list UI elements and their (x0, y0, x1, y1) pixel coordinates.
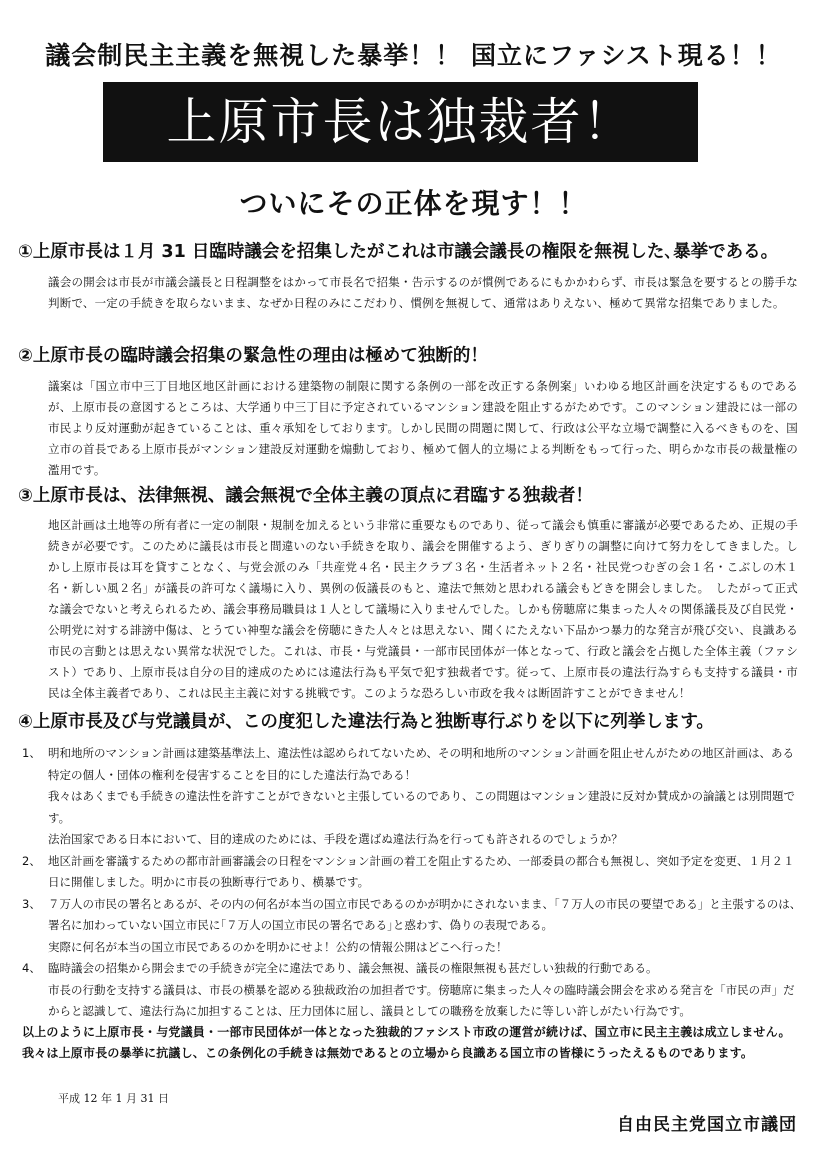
main-title-banner: 上原市長は独裁者！ (103, 82, 698, 162)
list-item-body (48, 743, 802, 851)
list-item (22, 958, 802, 1023)
section-3-body: 地区計画は土地等の所有者に一定の制限・規制を加えるという非常に重要なものであり、従って議会も慎重に審議が必要であるため、正規の手続きが必要です。このために議長は市長と間違いのない手続きを取り、議会を開催するよう、ぎりぎりの調整に向けて努力をしてきました。しかし上原市長は耳を貸すことなく、与党会派のみ「共産党４名・民主クラブ３名・生活者ネット２名・社民党つむぎの会１名・こぶしの木１名・新しい風２名」が議長の許可なく議場に入り、異例の仮議長のもと、違法で無効と思われる議会もどきを開会しました。 したがって正式な議会でないと考えられるため、議会事務局職員は１人として議場に入りませんでした。しかも傍聴席に集まった人々の関係議長及び自民党・公明党に対する誹謗中傷は、とうてい神聖な議会を傍聴にきた人々とは思えない、聞くにたえない下品かつ暴力的な発言が飛び交い、良識ある市民の言動とは思えない異常な状況でした。これは、市長・与党議員・一部市民団体が一体となって、行政と議会を占拠した全体主義（ファシスト）であり、上原市長は自分の目的達成のためには違法行為も平気で犯す独裁者です。従って、上原市長の違法行為すらも支持する議員・市民は全体主義者であり、これは民主主義に対する挑戦です。このような恐ろしい市政を我々は断固許すことができません！ (48, 518, 798, 700)
list-item-line: 臨時議会の招集から開会までの手続きが完全に違法であり、議会無視、議長の権限無視も甚だしい独裁的行動である。 (48, 961, 658, 975)
list-item-body (48, 894, 802, 959)
list-item (22, 851, 802, 894)
violation-list (22, 743, 802, 1023)
list-item-line: 実際に何名が本当の国立市民であるのかを明かにせよ！公約の情報公開はどこへ行った！ (48, 939, 508, 954)
list-item-line: 地区計画を審議するための都市計画審議会の日程をマンション計画の着工を阻止するため、一部委員の都合も無視し、突如予定を変更、１月２１日に開催しました。明かに市長の独断専行であり、横暴です。 (48, 853, 795, 889)
list-item-line: 市長の行動を支持する議員は、市長の横暴を認める独裁政治の加担者です。傍聴席に集まった人々の臨時議会開会を求める発言を「市民の声」だからと認識して、違法行為に加担することは、圧力団体に屈し、議員としての職務を放棄したに等しい許しがたい行為です。 (48, 982, 795, 1018)
conclusion-paragraph: 以上のように上原市長・与党議員・一部市民団体が一体となった独裁的ファシスト市政の運営が続けば、国立市に民主主義は成立しません。我々は上原市長の暴挙に抗議し、この条例化の手続きは無効であるとの立場から良識ある国立市の皆様にうったえるものであります。 (22, 1025, 791, 1060)
list-item-line: 法治国家である日本において、目的達成のためには、手段を選ばぬ違法行為を行っても許されるのでしょうか？ (48, 832, 623, 846)
section-2-body: 議案は「国立市中三丁目地区地区計画における建築物の制限に関する条例の一部を改正する条例案」いわゆる地区計画を決定するものであるが、上原市長の意図するところは、大学通り中三丁目に予定されているマンション建設を阻止するがためです。このマンション建設には一部の市民より反対運動が起きていることは、重々承知をしております。しかし民間の問題に関して、行政は公平な立場で調整に入るべきものを、国立市の首長である上原市長がマンション建設反対運動を煽動しており、極めて個人的立場による判断をもって行った、明らかな市長の裁量権の濫用です。 (48, 379, 798, 477)
list-item (22, 894, 802, 959)
list-item-line: 明和地所のマンション計画は建築基準法上、違法性は認められてないため、その明和地所のマンション計画を阻止せんがための地区計画は、ある特定の個人・団体の権利を侵害することを目的にした違法行為である！ (48, 746, 794, 782)
list-item-number: 4、 (22, 961, 41, 975)
subtitle: ついにその正体を現す！！ (239, 187, 588, 220)
section-2-heading: ②上原市長の臨時議会招集の緊急性の理由は極めて独断的！ (18, 346, 488, 366)
list-item-body (48, 851, 802, 894)
section-4-heading: ④上原市長及び与党議員が、この度犯した違法行為と独断専行ぶりを以下に列挙します。 (18, 712, 714, 732)
top-headline: 議会制民主主義を無視した暴挙！！ 国立にファシスト現る！！ (45, 41, 782, 70)
list-item-number: 2、 (22, 853, 41, 868)
section-1-body: 議会の開会は市長が市議会議長と日程調整をはかって市長名で招集・告示するのが慣例であるにもかかわらず、市長は緊急を要するとの勝手な判断で、一定の手続きを取らないまま、なぜか日程のみにこだわり、慣例を無視して、通常はありえない、極めて異常な招集でありました。 (48, 275, 798, 310)
list-item-line: 我々はあくまでも手続きの違法性を許すことができないと主張しているのであり、この問題はマンション建設に反対か賛成かの論議とは別問題です。 (48, 789, 795, 825)
list-item-line: ７万人の市民の署名とあるが、その内の何名が本当の国立市民であるのかが明かにされないまま、「７万人の市民の要望である」と主張するのは、署名に加わっていない国立市民に｢７万人の国立市民の署名である｣と惑わす、偽りの表現である。 (48, 896, 802, 932)
section-3-heading: ③上原市長は、法律無視、議会無視で全体主義の頂点に君臨する独裁者！ (18, 486, 593, 506)
section-1-heading: ①上原市長は１月 31 日臨時議会を招集したがこれは市議会議長の権限を無視した､暴挙である。 (18, 242, 779, 262)
list-item-number: 1、 (22, 746, 41, 760)
list-item (22, 743, 802, 851)
signature: 自由民主党国立市議団 (617, 1115, 797, 1135)
list-item-body (48, 958, 802, 1023)
issue-date: 平成 12 年 1 月 31 日 (58, 1092, 169, 1105)
list-item-number: 3、 (22, 896, 41, 911)
